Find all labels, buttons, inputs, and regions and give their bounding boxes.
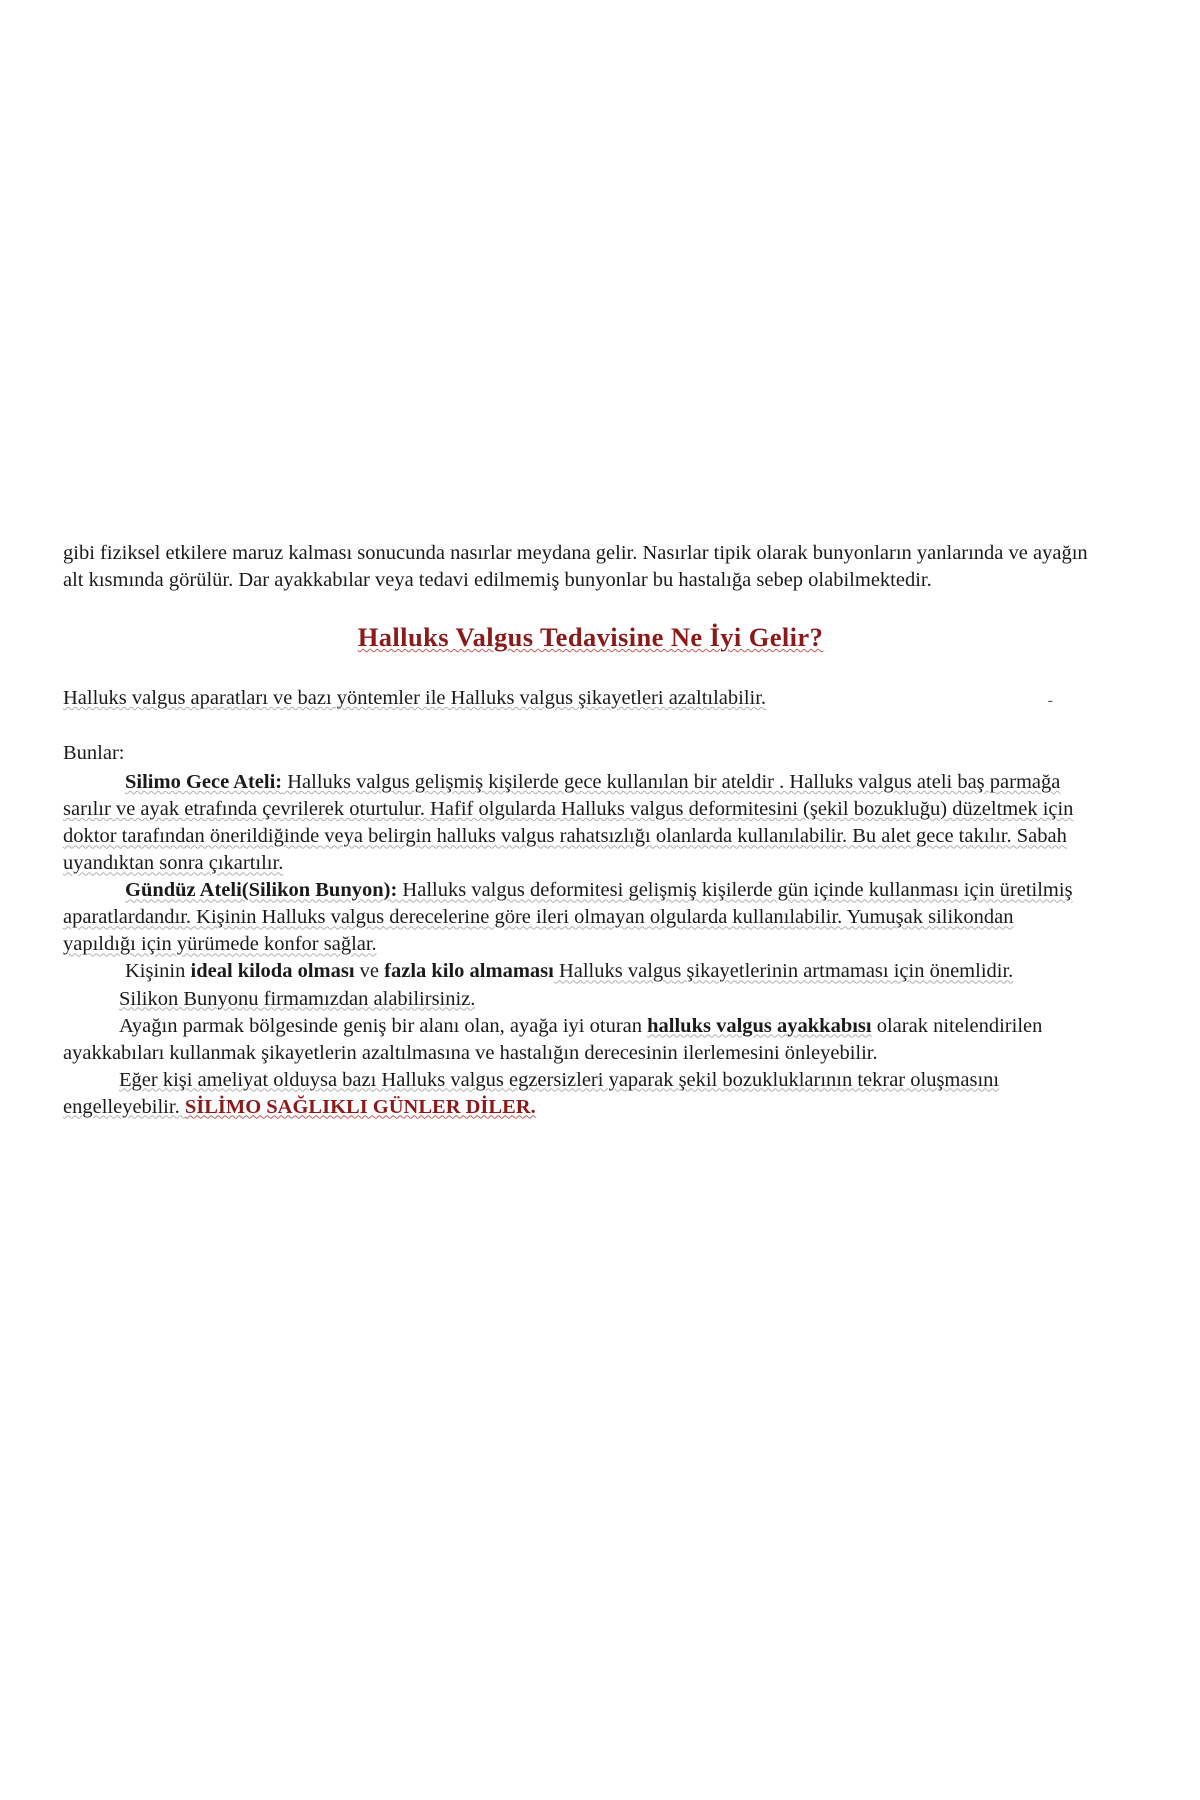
paragraph-kilo	[63, 958, 1088, 985]
paragraph-subtitle	[63, 685, 1088, 712]
paragraph-ayakkabi-pre: Ayağın parmak bölgesinde geniş bir alanı olan, ayağa iyi oturan	[119, 1014, 648, 1037]
paragraph-kilo-post: Halluks valgus şikayetlerinin artmaması için önemlidir.	[553, 960, 1014, 983]
document-body	[63, 540, 1088, 1121]
closing-statement: SİLİMO SAĞLIKLI GÜNLER DİLER.	[184, 1095, 536, 1118]
paragraph-ayakkabi-post: olarak nitelendirilen ayakkabıları kullanmak şikayetlerin azaltılmasına ve hastalığın derecesinin ilerlemesini önleyebilir.	[63, 1014, 1043, 1064]
paragraph-ameliyat-text: Eğer kişi ameliyat olduysa bazı Halluks valgus egzersizleri yaparak şekil bozukluklarının tekrar oluşmasını engelleyebilir.	[63, 1068, 1000, 1118]
paragraph-intro	[63, 540, 1088, 594]
paragraph-intro-text: gibi fiziksel etkilere maruz kalması sonucunda nasırlar meydana gelir. Nasırlar tipik olarak bunyonların yanlarında ve ayağın alt kısmında görülür. Dar ayakkabılar veya tedavi edilmemiş bunyonlar bu hastalığa sebep olabilmektedir.	[63, 542, 1088, 592]
paragraph-kilo-pre: Kişinin	[125, 960, 191, 983]
label-silimo-gece-ateli: Silimo Gece Ateli:	[125, 771, 283, 794]
section-heading	[63, 620, 1088, 655]
paragraph-ayakkabi-bold: halluks valgus ayakkabısı	[647, 1014, 872, 1037]
paragraph-subtitle-text: Halluks valgus aparatları ve bazı yöntemler ile Halluks valgus şikayetleri azaltılabilir.	[63, 687, 767, 710]
paragraph-gece-ateli	[63, 769, 1088, 877]
paragraph-kilo-bold-fazla: fazla kilo almaması	[384, 960, 554, 983]
paragraph-kilo-bold-ideal: ideal kiloda olması	[190, 960, 355, 983]
paragraph-kilo-mid: ve	[354, 960, 385, 983]
paragraph-silikon-bunyonu-text: Silikon Bunyonu firmamızdan alabilirsiniz.	[119, 987, 476, 1010]
paragraph-gunduz-ateli	[63, 877, 1088, 958]
label-gunduz-ateli: Gündüz Ateli(Silikon Bunyon):	[125, 879, 398, 902]
paragraph-ameliyat	[63, 1067, 1088, 1121]
stray-dot-mark: -	[1047, 692, 1053, 709]
paragraph-gunduz-ateli-text: Halluks valgus deformitesi gelişmiş kişilerde gün içinde kullanması için üretilmiş aparatlardandır. Kişinin Halluks valgus derecelerine göre ileri olmayan olgularda kullanılabilir. Yumuşak silikondan yapıldığı için yürümede konfor sağlar.	[63, 879, 1073, 956]
section-heading-text: Halluks Valgus Tedavisine Ne İyi Gelir?	[357, 622, 824, 653]
paragraph-ayakkabi	[63, 1013, 1088, 1067]
paragraph-gece-ateli-text: Halluks valgus gelişmiş kişilerde gece kullanılan bir ateldir . Halluks valgus ateli baş parmağa sarılır ve ayak etrafında çevrilerek oturtulur. Hafif olgularda Halluks valgus deformitesini (şekil bozukluğu) düzeltmek için doktor tarafından önerildiğinde veya belirgin halluks valgus rahatsızlığı olanlarda kullanılabilir. Bu alet gece takılır. Sabah uyandıktan sonra çıkartılır.	[63, 771, 1074, 875]
paragraph-bunlar-text: Bunlar:	[63, 742, 125, 765]
paragraph-silikon-bunyonu	[63, 986, 1088, 1013]
